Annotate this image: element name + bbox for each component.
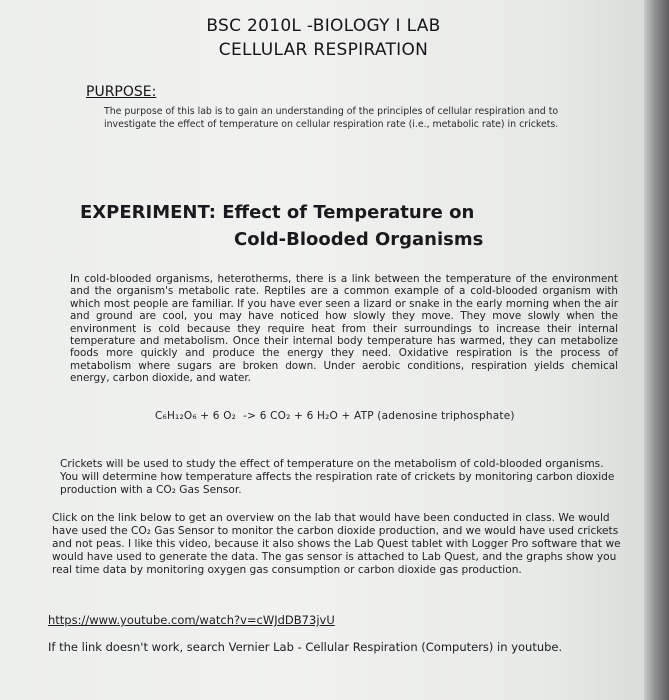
youtube-link[interactable]: https://www.youtube.com/watch?v=cWJdDB73jvU: [48, 613, 335, 627]
purpose-heading: PURPOSE:: [86, 84, 157, 100]
intro-paragraph: In cold-blooded organisms, heterotherms, there is a link between the temperature of the environment and the organism's metabolic rate. Reptiles are a common example of a cold-blooded organism with which most people are familiar. If you have ever seen a lizard or snake in the early morning when the air and ground are cool, you may have noticed how slowly they move. They move slowly when the environment is cold because they require heat from their surroundings to increase their internal temperature and metabolism. Once their internal body temperature has warmed, they can metabolize foods more quickly and produce the energy they need. Oxidative respiration is the process of metabolism where sugars are broken down. Under aerobic conditions, respiration yields chemical energy, carbon dioxide, and water.: [70, 273, 618, 385]
lab-title: CELLULAR RESPIRATION: [218, 40, 429, 60]
page-edge-shadow: [644, 0, 669, 700]
experiment-title-line2: Cold-Blooded Organisms: [234, 229, 484, 250]
search-note: If the link doesn't work, search Vernier Lab - Cellular Respiration (Computers) in youtube.: [48, 640, 563, 654]
experiment-title-line1: EXPERIMENT: Effect of Temperature on: [80, 202, 475, 223]
document-header: [0, 14, 652, 62]
purpose-text: The purpose of this lab is to gain an understanding of the principles of cellular respiration and to investigate the effect of temperature on cellular respiration rate (i.e., metabolic rate) in crickets.: [104, 106, 559, 130]
respiration-equation: C₆H₁₂O₆ + 6 O₂ -> 6 CO₂ + 6 H₂O + ATP (adenosine triphosphate): [155, 410, 515, 422]
experiment-title: [80, 199, 540, 253]
video-paragraph: Click on the link below to get an overview on the lab that would have been conducted in class. We would have used the CO₂ Gas Sensor to monitor the carbon dioxide production, and we would have used crickets and not peas. I like this video, because it also shows the Lab Quest tablet with Logger Pro software that we would have used to generate the data. The gas sensor is attached to Lab Quest, and the graphs show you real time data by monitoring oxygen gas consumption or carbon dioxide gas production.: [52, 512, 621, 576]
course-title: BSC 2010L -BIOLOGY I LAB: [206, 16, 441, 36]
crickets-paragraph: Crickets will be used to study the effect of temperature on the metabolism of cold-blooded organisms. You will determine how temperature affects the respiration rate of crickets by monitoring carbon dioxide production with a CO₂ Gas Sensor.: [60, 458, 615, 496]
